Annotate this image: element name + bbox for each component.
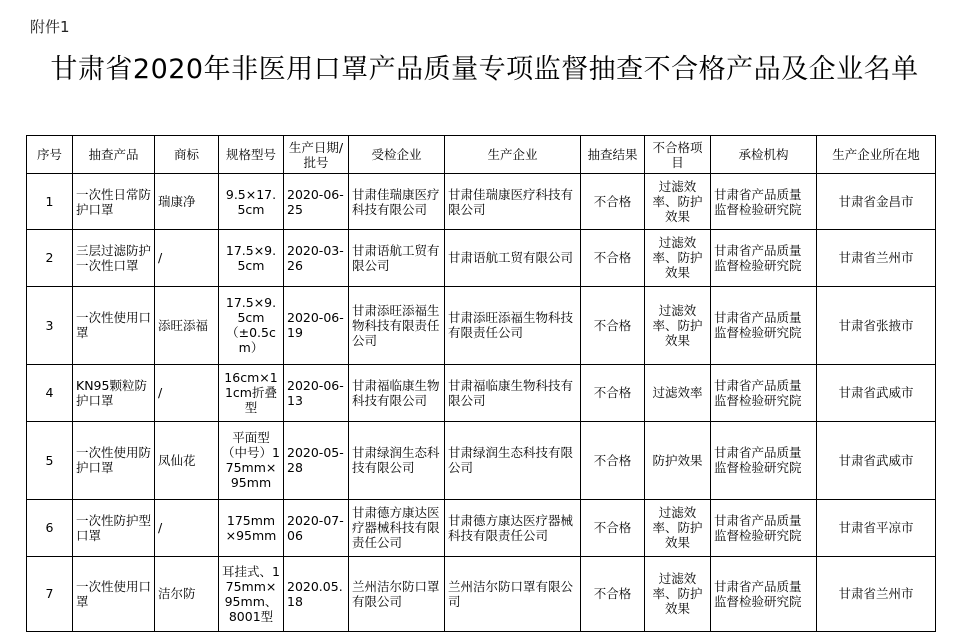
cell-agency: 甘肃省产品质量监督检验研究院 (711, 286, 817, 365)
cell-producer: 兰州洁尔防口罩有限公司 (445, 556, 581, 632)
cell-result: 不合格 (581, 500, 645, 556)
cell-brand: 洁尔防 (155, 556, 219, 632)
cell-spec: 16cm×11cm折叠型 (219, 365, 284, 421)
cell-no: 4 (27, 365, 73, 421)
table-row (27, 174, 936, 230)
cell-agency: 甘肃省产品质量监督检验研究院 (711, 421, 817, 500)
cell-inspected: 甘肃语航工贸有限公司 (349, 230, 445, 286)
cell-agency: 甘肃省产品质量监督检验研究院 (711, 500, 817, 556)
header-location: 生产企业所在地 (817, 136, 936, 174)
cell-no: 2 (27, 230, 73, 286)
cell-items: 过滤效率、防护效果 (645, 500, 711, 556)
cell-producer: 甘肃语航工贸有限公司 (445, 230, 581, 286)
cell-result: 不合格 (581, 286, 645, 365)
cell-spec: 耳挂式、175mm×95mm、8001型 (219, 556, 284, 632)
cell-spec: 平面型（中号）175mm×95mm (219, 421, 284, 500)
header-brand: 商标 (155, 136, 219, 174)
cell-location: 甘肃省武威市 (817, 365, 936, 421)
cell-items: 防护效果 (645, 421, 711, 500)
cell-product: 一次性日常防护口罩 (73, 174, 155, 230)
cell-product: 一次性防护型口罩 (73, 500, 155, 556)
cell-no: 1 (27, 174, 73, 230)
table-row (27, 286, 936, 365)
header-date: 生产日期/批号 (284, 136, 349, 174)
cell-brand: 瑞康净 (155, 174, 219, 230)
cell-location: 甘肃省平凉市 (817, 500, 936, 556)
cell-inspected: 甘肃德方康达医疗器械科技有限责任公司 (349, 500, 445, 556)
cell-product: 一次性使用口罩 (73, 556, 155, 632)
cell-no: 7 (27, 556, 73, 632)
cell-no: 5 (27, 421, 73, 500)
cell-producer: 甘肃福临康生物科技有限公司 (445, 365, 581, 421)
cell-location: 甘肃省兰州市 (817, 556, 936, 632)
cell-date: 2020.05.18 (284, 556, 349, 632)
cell-location: 甘肃省武威市 (817, 421, 936, 500)
cell-result: 不合格 (581, 421, 645, 500)
cell-result: 不合格 (581, 230, 645, 286)
header-no: 序号 (27, 136, 73, 174)
table-row (27, 500, 936, 556)
header-spec: 规格型号 (219, 136, 284, 174)
cell-inspected: 甘肃添旺添福生物科技有限责任公司 (349, 286, 445, 365)
cell-agency: 甘肃省产品质量监督检验研究院 (711, 556, 817, 632)
cell-inspected: 甘肃佳瑞康医疗科技有限公司 (349, 174, 445, 230)
cell-date: 2020-06-19 (284, 286, 349, 365)
cell-no: 3 (27, 286, 73, 365)
cell-product: KN95颗粒防护口罩 (73, 365, 155, 421)
cell-date: 2020-03-26 (284, 230, 349, 286)
header-producer: 生产企业 (445, 136, 581, 174)
cell-product: 三层过滤防护一次性口罩 (73, 230, 155, 286)
table-row (27, 365, 936, 421)
cell-agency: 甘肃省产品质量监督检验研究院 (711, 230, 817, 286)
cell-product: 一次性使用口罩 (73, 286, 155, 365)
cell-brand: 添旺添福 (155, 286, 219, 365)
cell-location: 甘肃省兰州市 (817, 230, 936, 286)
cell-product: 一次性使用防护口罩 (73, 421, 155, 500)
cell-producer: 甘肃佳瑞康医疗科技有限公司 (445, 174, 581, 230)
cell-no: 6 (27, 500, 73, 556)
table-row (27, 421, 936, 500)
cell-items: 过滤效率、防护效果 (645, 286, 711, 365)
table-header-row (27, 136, 936, 174)
cell-agency: 甘肃省产品质量监督检验研究院 (711, 365, 817, 421)
cell-location: 甘肃省金昌市 (817, 174, 936, 230)
cell-inspected: 甘肃绿润生态科技有限公司 (349, 421, 445, 500)
table-row (27, 230, 936, 286)
cell-date: 2020-05-28 (284, 421, 349, 500)
attachment-label: 附件1 (30, 18, 70, 36)
cell-inspected: 兰州洁尔防口罩有限公司 (349, 556, 445, 632)
cell-brand: / (155, 230, 219, 286)
cell-items: 过滤效率 (645, 365, 711, 421)
header-result: 抽查结果 (581, 136, 645, 174)
cell-brand: / (155, 500, 219, 556)
header-inspected: 受检企业 (349, 136, 445, 174)
table-row (27, 556, 936, 632)
cell-brand: 凤仙花 (155, 421, 219, 500)
cell-date: 2020-07-06 (284, 500, 349, 556)
cell-producer: 甘肃添旺添福生物科技有限责任公司 (445, 286, 581, 365)
cell-inspected: 甘肃福临康生物科技有限公司 (349, 365, 445, 421)
cell-spec: 175mm×95mm (219, 500, 284, 556)
header-agency: 承检机构 (711, 136, 817, 174)
cell-items: 过滤效率、防护效果 (645, 230, 711, 286)
inspection-table (26, 135, 936, 632)
header-items: 不合格项目 (645, 136, 711, 174)
cell-location: 甘肃省张掖市 (817, 286, 936, 365)
cell-spec: 17.5×9.5cm（±0.5cm） (219, 286, 284, 365)
cell-spec: 9.5×17.5cm (219, 174, 284, 230)
cell-items: 过滤效率、防护效果 (645, 174, 711, 230)
cell-result: 不合格 (581, 365, 645, 421)
cell-items: 过滤效率、防护效果 (645, 556, 711, 632)
cell-result: 不合格 (581, 174, 645, 230)
cell-agency: 甘肃省产品质量监督检验研究院 (711, 174, 817, 230)
cell-spec: 17.5×9.5cm (219, 230, 284, 286)
cell-date: 2020-06-13 (284, 365, 349, 421)
cell-brand: / (155, 365, 219, 421)
document-title: 甘肃省2020年非医用口罩产品质量专项监督抽查不合格产品及企业名单 (50, 54, 919, 85)
cell-result: 不合格 (581, 556, 645, 632)
cell-producer: 甘肃德方康达医疗器械科技有限责任公司 (445, 500, 581, 556)
header-product: 抽查产品 (73, 136, 155, 174)
cell-date: 2020-06-25 (284, 174, 349, 230)
cell-producer: 甘肃绿润生态科技有限公司 (445, 421, 581, 500)
